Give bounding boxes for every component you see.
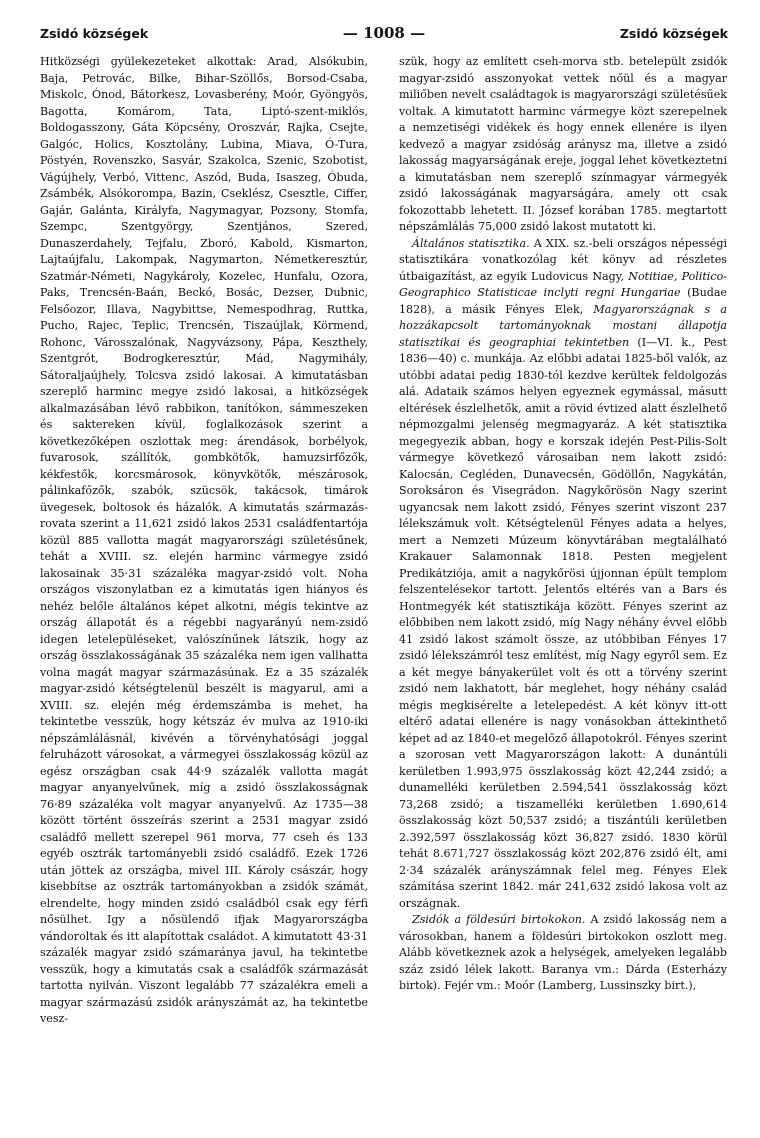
paragraph-estates <box>399 912 727 995</box>
running-head-left: Zsidó községek <box>40 26 149 41</box>
left-column <box>40 54 368 1028</box>
running-head-right: Zsidó községek <box>619 26 728 41</box>
section-title: Zsidók a földesúri birtokokon. <box>412 913 586 926</box>
paragraph: Hitközségi gyülekezeteket alkottak: Arad, Alsókubin, Baja, Petrovác, Bilke, Bihar-Szöllős, Borsod-Csaba, Miskolc, Ónod, Bátorkesz, Lovasberény, Moór, Gyöngyös, Bagotta, Komárom, Tata, Liptó-szent-miklós, Boldogasszony, Gáta Köpcsény, Oroszvár, Rajka, Csejte, Galgóc, Holics, Kosztolány, Lubina, Miava, Ó-Tura, Pöstyén, Rovenszko, Sasvár, Szakolca, Szenic, Szobotist, Vágújhely, Verbó, Vittenc, Aszód, Buda, Isaszeg, Óbuda, Zsámbék, Alsókorompa, Bazin, Cseklész, Csesztle, Ciffer, Gajár, Galánta, Királyfa, Nagymagyar, Pozsony, Stomfa, Szempc, Szentgyörgy, Szentjános, Szered, Dunaszerdahely, Tejfalu, Zboró, Kabold, Kismarton, Lajtaújfalu, Lakompak, Nagymarton, Németkeresztúr, Szatmár-Németi, Nagykároly, Kozelec, Hunfalu, Ozora, Paks, Trencsén-Baán, Beckó, Bosác, Dezser, Dubnic, Felsőozor, Illava, Nagybittse, Nemespodhrag, Ruttka, Pucho, Rajec, Teplic, Trencsén, Tiszaújlak, Körmend, Rohonc, Városszalónak, Nagyvázsony, Pápa, Keszthely, Szentgrót, Bodrogkeresztúr, Mád, Nagymihály, Sátoraljaújhely, Tolcsva zsidó lakosai. A kimutatásban szereplő harminc megye zsidó lakosai, a hitközségek alkalmazásában lévő rabbikon, tanítókon, sámmeszeken és saktereken kívül, foglalkozások szerint a következőképen oszlottak meg: árendások, borbélyok, fuvarosok, szállítók, gombkötők, hamuzsirfőzők, kékfestők, korcsmárosok, könyvkötők, mészárosok, pálinkafőzők, szabók, szücsök, takácsok, timárok üvegesek, boltosok és házalók. A kimutatás származás-rovata szerint a 11,621 zsidó lakos 2531 családfentartója közül 885 vallotta magát magyarországi születésűnek, tehát a XVIII. sz. elején harminc vármegye zsidó lakosainak 35·31 százaléka magyar-zsidó volt. Noha országos viszonylatban ez a kimutatás igen hiányos és nehéz belőle általános képet alkotni, mégis tekintve az ország állapotát és a régebbi nagyarányú nem-zsidó idegen letelepüléseket, valószínűnek látszik, hogy az ország összlakosságának 35 százaléka nem igen vallhatta volna magát magyar származásúnak. Ez a 35 százalék magyar-zsidó kétségtelenül beszélt is magyarul, ami a XVIII. sz. elején még érdemszámba is mehet, ha tekintetbe vesszük, hogy kétszáz év mulva az 1910-iki népszámlálásnál, kivévén a törvényhatósági joggal felruházott városokat, a vármegyei összlakosság közül az egész országban csak 44·9 százalék vallotta magát magyar anyanyelvűnek, míg a zsidó összlakosságnak 76·89 százaléka volt magyar anyanyelvű. Az 1735—38 között történt összeírás szerint a 2531 magyar zsidó családfő mellett szerepel 961 morva, 77 cseh és 133 egyéb osztrák tartományebli zsidó családfő. Ezek 1726 után jöttek az országba, mivel III. Károly császár, hogy kisebbítse az osztrák tartományokban a zsidók számát, elrendelte, hogy minden zsidó családból csak egy férfi nősülhet. Igy a nősülendő ifjak Magyarországba vándoroltak és itt alapítottak családot. A kimutatott 43·31 százalék magyar zsidó számaránya javul, ha tekintetbe vesszük, hogy a kimutatás csak a családfők származását tartotta nyilván. Viszont legalább 77 százalékra emeli a magyar származású zsidók arányszámát az, ha tekintetbe vesz- <box>40 55 368 1025</box>
page-number: — 1008 — <box>342 24 426 42</box>
right-column <box>399 54 727 995</box>
paragraph: szük, hogy az említett cseh-morva stb. betelepült zsidók magyar-zsidó asszonyokat vettek nőül és a magyar miliőben nevelt családtagok is magyarországi születésűek voltak. A kimutatott harminc vármegye közt szerepelnek a nemzetiségi vidékek és hogy ennek ellenére is ilyen kedvező a magyar zsidóság aránysz ma, illetve a zsidó lakosság magyarságának ereje, joggal lehet következtetni a kimutatásban nem szereplő színmagyar vármegyék zsidó lakosságának magyarságára, amely ott csak fokozottabb lehetett. II. József korában 1785. megtartott népszámlálás 75,000 zsidó lakost mutatott ki. <box>399 55 727 233</box>
page-header <box>40 26 728 46</box>
text-run: A zsidó lakosság nem a városokban, hanem a földesúri birtokokon oszlott meg. Alább következnek azok a helységek, amelyeken legalább száz zsidó lélek lakott. Baranya vm.: Dárda (Esterházy birtok). Fejér vm.: Moór (Lamberg, Lussinszky birt.), <box>399 913 727 992</box>
book-title: Notitiae, Politico-Geographico Statisticae inclyti regni Hungariae <box>399 269 727 299</box>
text-run: (I—VI. k., Pest 1836—40) c. munkája. Az előbbi adatai 1825-ből valók, az utóbbi adatai pedig 1830-tól kezdve kerültek feldolgozás alá. Adataik számos helyen egyeznek egymással, másutt eltérések észlelhetők, amit a rövid évtized alatt észlelhető népmozgalmi jelenség megmagyaráz. A két statisztika megegyezik abban, hogy e korszak idején Pest-Pilis-Solt vármegye következő városaiban nem lakott zsidó: Kalocsán, Cegléden, Dunavecsén, Gödöllőn, Nagykátán, Soroksáron és Visegrádon. Nagykőrösön Nagy szerint ugyancsak nem lakott zsidó, Fényes szerint viszont 237 lélekszámuk volt. Kétségtelenül Fényes adata a helyes, mert a Nemzeti Múzeum könyvtárában megtalálható Krakauer Salamonnak 1818. Pesten megjelent Predikátziója, amit a nagykőrösi újjonnan épült templom felszentelésekor tartott. Jelentős eltérés van a Bars és Hontmegyék két statisztikája között. Fényes szerint az előbbiben nem lakott zsidó, míg Nagy néhány évvel előbb 41 zsidó lakost számolt össze, az utóbbiban Fényes 17 zsidó lélekszámról tesz említést, míg Nagy egyről sem. Ez a két megye bányakerület volt és ott a törvény szerint zsidó nem lakhatott, bár meglehet, hogy néhány család mégis megkisérelte a letelepedést. A két könyv itt-ott eltérő adatai ellenére is nagy vonásokban áttekinthető képet ad az 1840-et megelőző állapotokról. Fényes szerint a szorosan vett Magyarországon lakott: A dunántúli kerületben 1.993,975 összlakosság közt 42,244 zsidó; a dunamelléki kerületben 2.594,541 összlakosság közt 73,268 zsidó; a tiszamelléki kerületben 1.690,614 összlakosság közt 50,537 zsidó; a tiszántúli kerületben 2.392,597 összlakosság közt 36,827 zsidó. 1830 körül tehát 8.671,727 összlakosság közt 202,876 zsidó élt, ami 2·34 százalék arányszámnak felel meg. Fényes Elek számítása szerint 1842. már 241,632 zsidó lakosa volt az országnak. <box>399 335 728 910</box>
text-run: A XIX. sz.-beli országos népességi statisztikára vonatkozólag két könyv ad részletes útbaigazítást, az egyik Ludovicus Nagy, <box>399 236 727 283</box>
section-title: Általános statisztika. <box>412 236 530 250</box>
book-title: Magyarországnak s a hozzákapcsolt tartományoknak mostani állapotja statisztikai és geographiai tekintetben <box>399 302 727 349</box>
paragraph-general-statistics <box>399 236 727 913</box>
text-run: (Budae 1828), a másik Fényes Elek, <box>399 286 727 316</box>
